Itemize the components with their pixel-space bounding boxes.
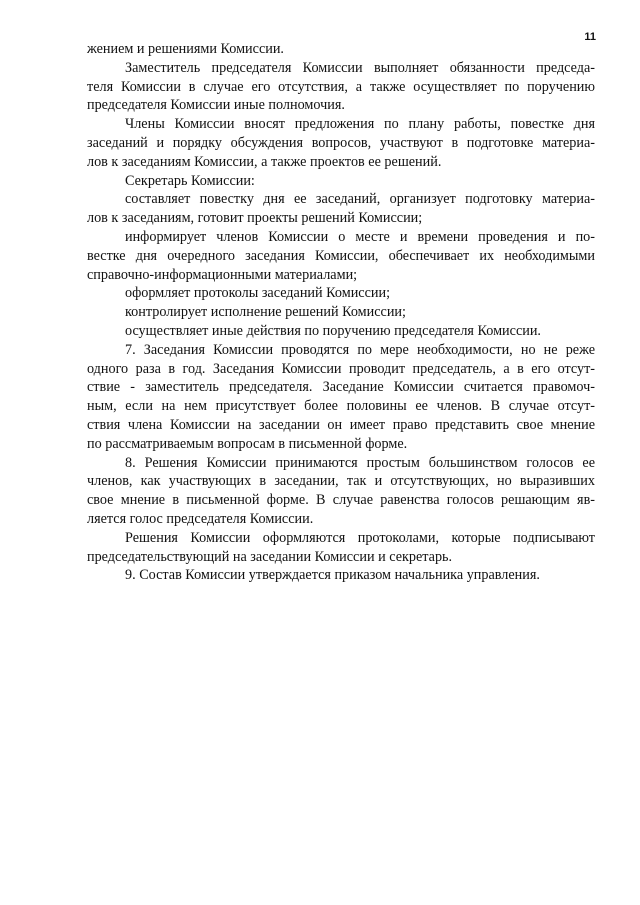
text-line: ляется голос председателя Комиссии. <box>87 510 314 527</box>
text-line: 8. Решения Комиссии принимаются простым большинством голосов ее <box>125 454 595 471</box>
text-line: составляет повестку дня ее заседаний, организует подготовку материа- <box>125 191 595 208</box>
text-line: осуществляет иные действия по поручению председателя Комиссии. <box>125 322 541 339</box>
text-line: по рассматриваемым вопросам в письменной форме. <box>87 435 408 452</box>
page-number: 11 <box>584 31 596 43</box>
document-body <box>87 40 595 585</box>
text-line: Члены Комиссии вносят предложения по плану работы, повестке дня <box>125 116 595 133</box>
text-line: вестке дня очередного заседания Комиссии, обеспечивает их необходимыми <box>87 247 595 264</box>
text-line: справочно-информационными материалами; <box>87 266 358 283</box>
text-line: ствие - заместитель председателя. Заседание Комиссии считается правомоч- <box>87 379 595 396</box>
text-line: Решения Комиссии оформляются протоколами, которые подписывают <box>125 529 595 546</box>
text-line: лов к заседаниям, готовит проекты решений Комиссии; <box>87 210 423 227</box>
text-line: председателя Комиссии иные полномочия. <box>87 97 345 114</box>
text-line: членов, как участвующих в заседании, так и отсутствующих, но выразивших <box>87 473 595 490</box>
text-line: ствия члена Комиссии на заседании он имеет право представить свое мнение <box>87 416 595 433</box>
text-line: 7. Заседания Комиссии проводятся по мере необходимости, но не реже <box>125 341 595 358</box>
text-line: жением и решениями Комиссии. <box>87 41 284 57</box>
text-line: одного раза в год. Заседания Комиссии проводит председатель, а в его отсут- <box>87 360 595 377</box>
text-line: теля Комиссии в случае его отсутствия, а также осуществляет по поручению <box>87 78 595 95</box>
text-line: Секретарь Комиссии: <box>125 172 255 189</box>
text-line: 9. Состав Комиссии утверждается приказом начальника управления. <box>125 567 540 584</box>
text-line: оформляет протоколы заседаний Комиссии; <box>125 285 391 302</box>
text-line: заседаний и порядку обсуждения вопросов, участвуют в подготовке материа- <box>87 134 595 151</box>
text-line: Заместитель председателя Комиссии выполняет обязанности председа- <box>125 59 595 76</box>
text-line: контролирует исполнение решений Комиссии; <box>125 304 406 321</box>
text-line: председательствующий на заседании Комиссии и секретарь. <box>87 548 453 565</box>
text-line: информирует членов Комиссии о месте и времени проведения и по- <box>125 228 595 245</box>
text-line: ным, если на нем присутствует более половины ее членов. В случае отсут- <box>87 398 595 415</box>
text-line: свое мнение в письменной форме. В случае равенства голосов решающим яв- <box>87 492 595 509</box>
text-line: лов к заседаниям Комиссии, а также проектов ее решений. <box>87 153 442 170</box>
